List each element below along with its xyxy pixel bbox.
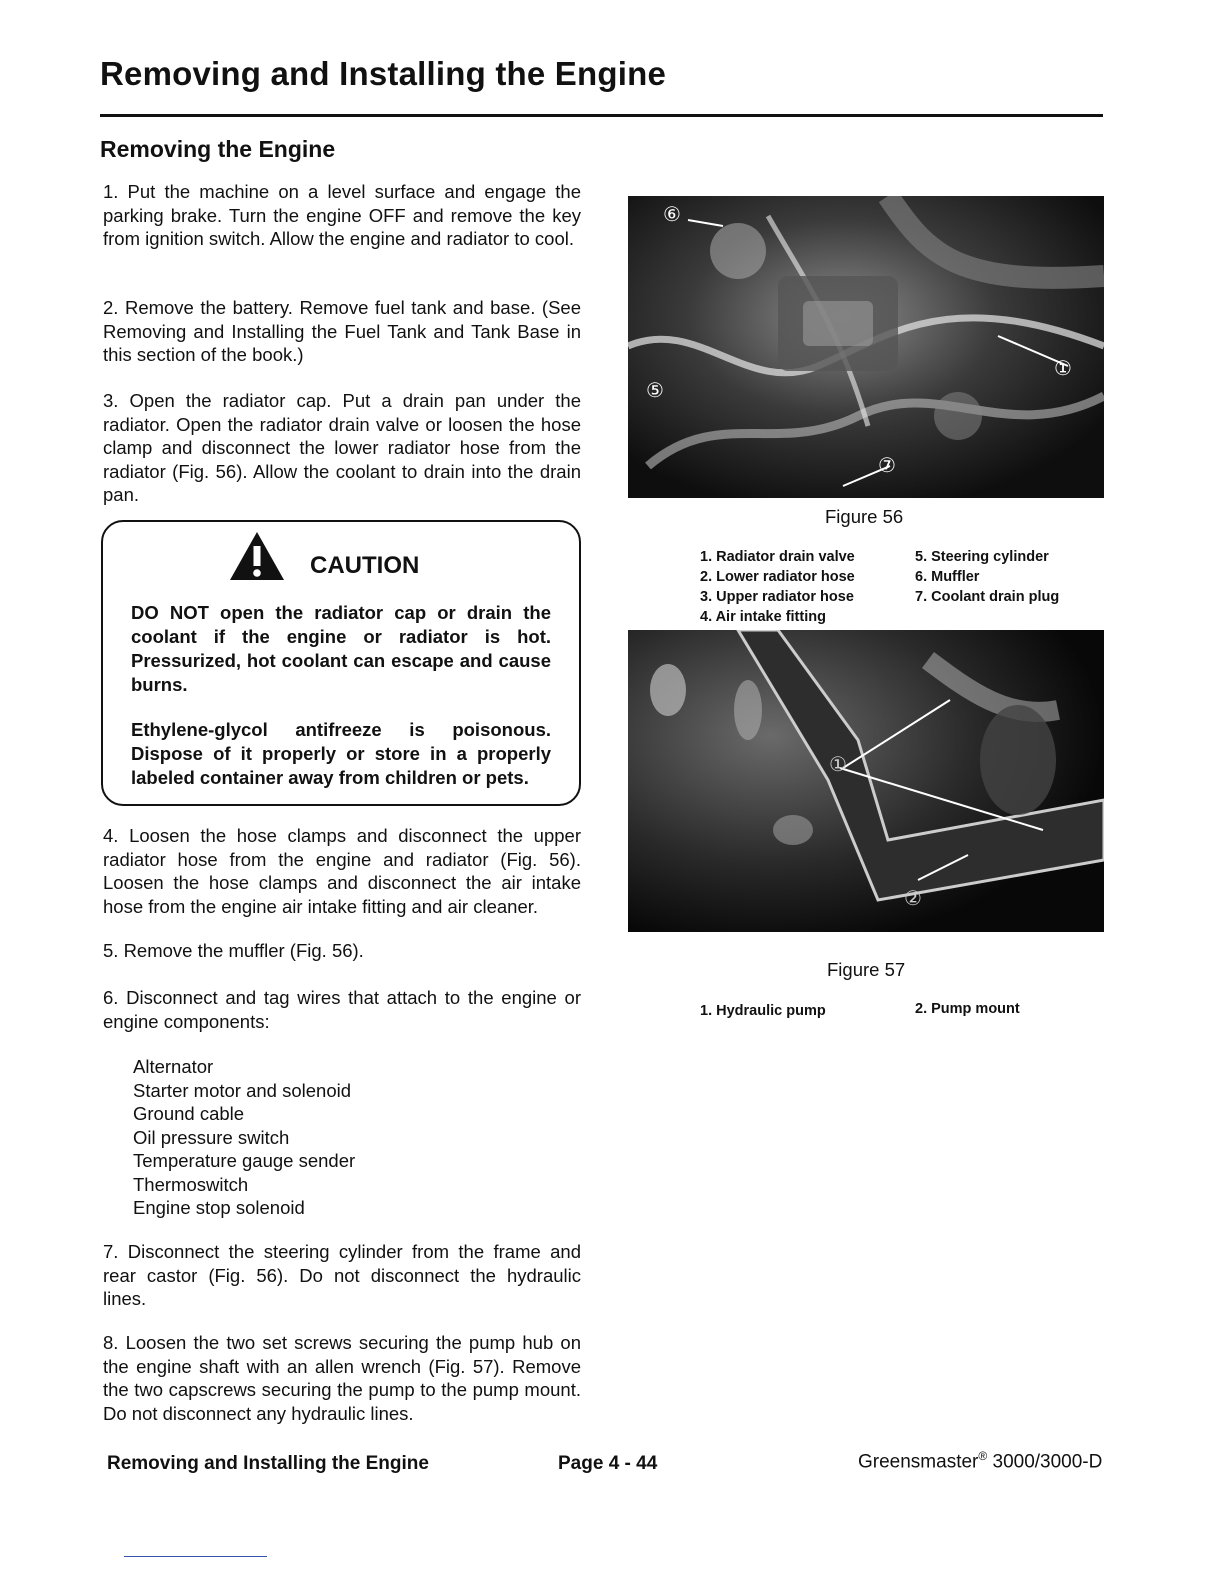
legend-item: 5. Steering cylinder — [915, 549, 1049, 565]
callout-1: ① — [829, 754, 847, 776]
step-1: 1. Put the machine on a level surface and engage the parking brake. Turn the engine OFF and remove the key from ignition switch. Allow the engine and radiator to cool. — [103, 181, 581, 249]
figure-56-legend-left — [700, 547, 855, 627]
list-item: Thermoswitch — [133, 1173, 249, 1195]
title-rule — [100, 114, 1103, 117]
figure-57-title: Figure 57 — [827, 959, 906, 980]
callout-1: ① — [1054, 358, 1072, 380]
pump-photo-illustration — [628, 630, 1104, 932]
page-title: Removing and Installing the Engine — [100, 55, 667, 92]
legend-item: 1. Radiator drain valve — [700, 549, 855, 565]
footer-section-title: Removing and Installing the Engine — [107, 1453, 429, 1474]
list-item: Starter motor and solenoid — [133, 1079, 352, 1101]
step-8: 8. Loosen the two set screws securing the pump hub on the engine shaft with an allen wrench (Fig. 57). Remove the two capscrews securing the pump to the pump mount. Do not disconnect any hydraulic lines. — [103, 1332, 581, 1424]
caution-text-1: DO NOT open the radiator cap or drain the coolant if the engine or radiator is hot. Pressurized, hot coolant can escape and cause burns. — [131, 602, 551, 695]
warning-icon — [228, 530, 286, 582]
callout-6: ⑥ — [663, 204, 681, 226]
legend-item: 3. Upper radiator hose — [700, 589, 854, 605]
legend-item: 2. Pump mount — [915, 1001, 1020, 1017]
legend-item: 7. Coolant drain plug — [915, 589, 1060, 605]
footer-page-number: Page 4 - 44 — [558, 1453, 658, 1474]
list-item: Engine stop solenoid — [133, 1197, 305, 1218]
legend-item: 4. Air intake fitting — [700, 609, 826, 625]
registered-mark: ® — [978, 1449, 988, 1463]
footer-model: 3000/3000-D — [987, 1451, 1103, 1473]
footer-product — [858, 1449, 1102, 1473]
figure-57-photo — [628, 630, 1104, 932]
figure-56-title: Figure 56 — [825, 506, 904, 527]
section-heading: Removing the Engine — [100, 136, 336, 162]
step-5: 5. Remove the muffler (Fig. 56). — [103, 940, 364, 961]
footer-brand: Greensmaster — [858, 1451, 979, 1473]
figure-56-photo — [628, 196, 1104, 498]
legend-item: 6. Muffler — [915, 569, 980, 585]
caution-text-2: Ethylene-glycol antifreeze is poisonous. Dispose of it properly or store in a properly labeled container away from children or pets. — [131, 719, 551, 788]
component-list — [133, 1055, 355, 1220]
callout-2: ② — [904, 888, 922, 910]
step-7: 7. Disconnect the steering cylinder from the frame and rear castor (Fig. 56). Do not disconnect the hydraulic lines. — [103, 1241, 581, 1309]
legend-item: 2. Lower radiator hose — [700, 569, 855, 585]
list-item: Ground cable — [133, 1103, 245, 1124]
caution-label: CAUTION — [310, 552, 420, 579]
engine-photo-illustration — [628, 196, 1104, 498]
callout-5: ⑤ — [646, 380, 664, 402]
bottom-line — [124, 1556, 267, 1557]
step-3: 3. Open the radiator cap. Put a drain pan under the radiator. Open the radiator drain valve or loosen the hose clamp and disconnect the lower radiator hose from the radiator (Fig. 56). Allow the coolant to drain into the drain pan. — [103, 390, 581, 505]
figure-57-legend-left — [700, 1001, 826, 1021]
list-item: Oil pressure switch — [133, 1126, 290, 1148]
legend-item: 1. Hydraulic pump — [700, 1003, 826, 1019]
figure-57-legend-right — [915, 999, 1020, 1019]
step-6: 6. Disconnect and tag wires that attach to the engine or engine components: — [103, 987, 581, 1032]
callout-7: ⑦ — [878, 455, 896, 477]
caution-header — [228, 530, 419, 582]
list-item: Temperature gauge sender — [133, 1150, 356, 1171]
list-item: Alternator — [133, 1056, 214, 1077]
figure-56-legend-right — [915, 547, 1059, 607]
step-4: 4. Loosen the hose clamps and disconnect the upper radiator hose from the engine and radiator (Fig. 56). Loosen the hose clamps and disconnect the air intake hose from the engine air intake fitting and air cleaner. — [103, 825, 581, 917]
step-2: 2. Remove the battery. Remove fuel tank and base. (See Removing and Installing the Fuel Tank and Tank Base in this section of the book.) — [103, 297, 581, 365]
